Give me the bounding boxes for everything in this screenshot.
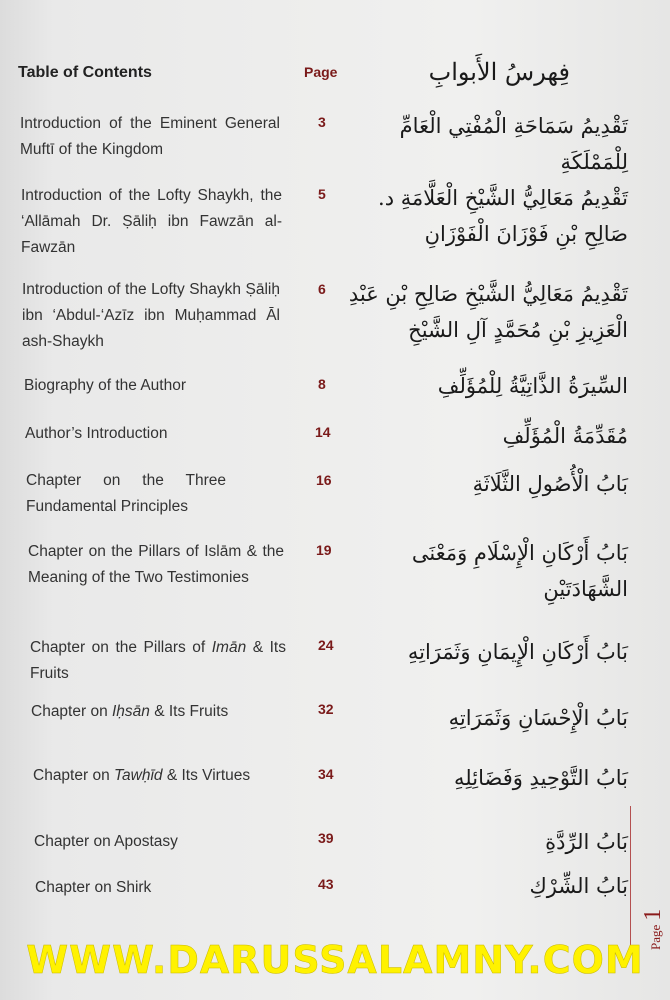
entry-arabic: تَقْدِيمُ مَعَالِيُّ الشَّيْخِ صَالِحِ بْنِ عَبْدِ الْعَزِيزِ بْنِ مُحَمَّدٍ آلِ الشَّيْخِ [348,282,628,342]
entry-english: Chapter on Apostasy [34,833,178,850]
toc-title: Table of Contents [18,64,152,81]
entry-arabic: بَابُ الْأُصُولِ الثَّلَاثَةِ [472,472,628,496]
entry-english: Chapter on the Pillars of Islām & the Meaning of the Two Testimonies [28,543,284,586]
entry-english: Chapter on Shirk [35,879,152,896]
entry-page-number: 5 [318,186,326,202]
entry-arabic: تَقْدِيمُ سَمَاحَةِ الْمُفْتِي الْعَامِّ لِلْمَمْلَكَةِ [399,114,628,174]
entry-english: Chapter on Iḥsān & Its Fruits [31,703,229,720]
entry-english: Chapter on the Pillars of Imān & Its Fruits [30,639,286,682]
entry-arabic: السِّيرَةُ الذَّاتِيَّةُ لِلْمُؤَلِّفِ [437,374,628,398]
page-word: Page [648,924,663,950]
entry-page-number: 14 [315,424,331,440]
entry-page-number: 19 [316,542,332,558]
entry-english: Chapter on Tawḥīd & Its Virtues [33,767,251,784]
entry-english: Introduction of the Lofty Shaykh Ṣāliḥ ibn ‘Abdul-‘Azīz ibn Muḥammad Āl ash-Shaykh [22,281,280,350]
entry-english: Biography of the Author [24,377,187,394]
entry-arabic: بَابُ الرِّدَّةِ [545,830,628,854]
page-column-header: Page [304,64,338,80]
entry-page-number: 24 [318,637,334,653]
entry-page-number: 32 [318,701,334,717]
entry-arabic: تَقْدِيمُ مَعَالِيُّ الشَّيْخِ الْعَلَّامَةِ د. صَالِحِ بْنِ فَوْزَانَ الْفَوْزَانِ [378,186,628,246]
entry-page-number: 39 [318,830,334,846]
entry-page-number: 16 [316,472,332,488]
arabic-toc-title: فِهرسُ الأَبوابِ [428,58,570,86]
margin-rule [630,806,631,954]
entry-arabic: مُقَدِّمَةُ الْمُؤَلِّفِ [502,424,628,448]
page-number: 1 [640,908,666,921]
entry-arabic: بَابُ التَّوْحِيدِ وَفَضَائِلِهِ [454,766,628,790]
website-watermark: WWW.DARUSSALAMNY.COM [26,938,644,982]
entry-arabic: بَابُ الْإِحْسَانِ وَثَمَرَاتِهِ [448,706,628,730]
entry-arabic: بَابُ أَرْكَانِ الْإِسْلَامِ وَمَعْنَى الشَّهَادَتَيْنِ [411,541,628,601]
entry-english: Introduction of the Eminent General Muftī of the Kingdom [20,115,280,158]
entry-page-number: 3 [318,114,326,130]
entry-english: Author’s Introduction [25,425,168,442]
entry-english: Introduction of the Lofty Shaykh, the ‘Allāmah Dr. Ṣāliḥ ibn Fawzān al-Fawzān [21,187,282,256]
entry-arabic: بَابُ أَرْكَانِ الْإِيمَانِ وَثَمَرَاتِهِ [407,640,628,664]
entry-page-number: 6 [318,281,326,297]
entry-english: Chapter on the Three Fundamental Principles [26,472,226,515]
entry-arabic: بَابُ الشِّرْكِ [529,874,628,898]
entry-page-number: 43 [318,876,334,892]
entry-page-number: 8 [318,376,326,392]
entry-page-number: 34 [318,766,334,782]
